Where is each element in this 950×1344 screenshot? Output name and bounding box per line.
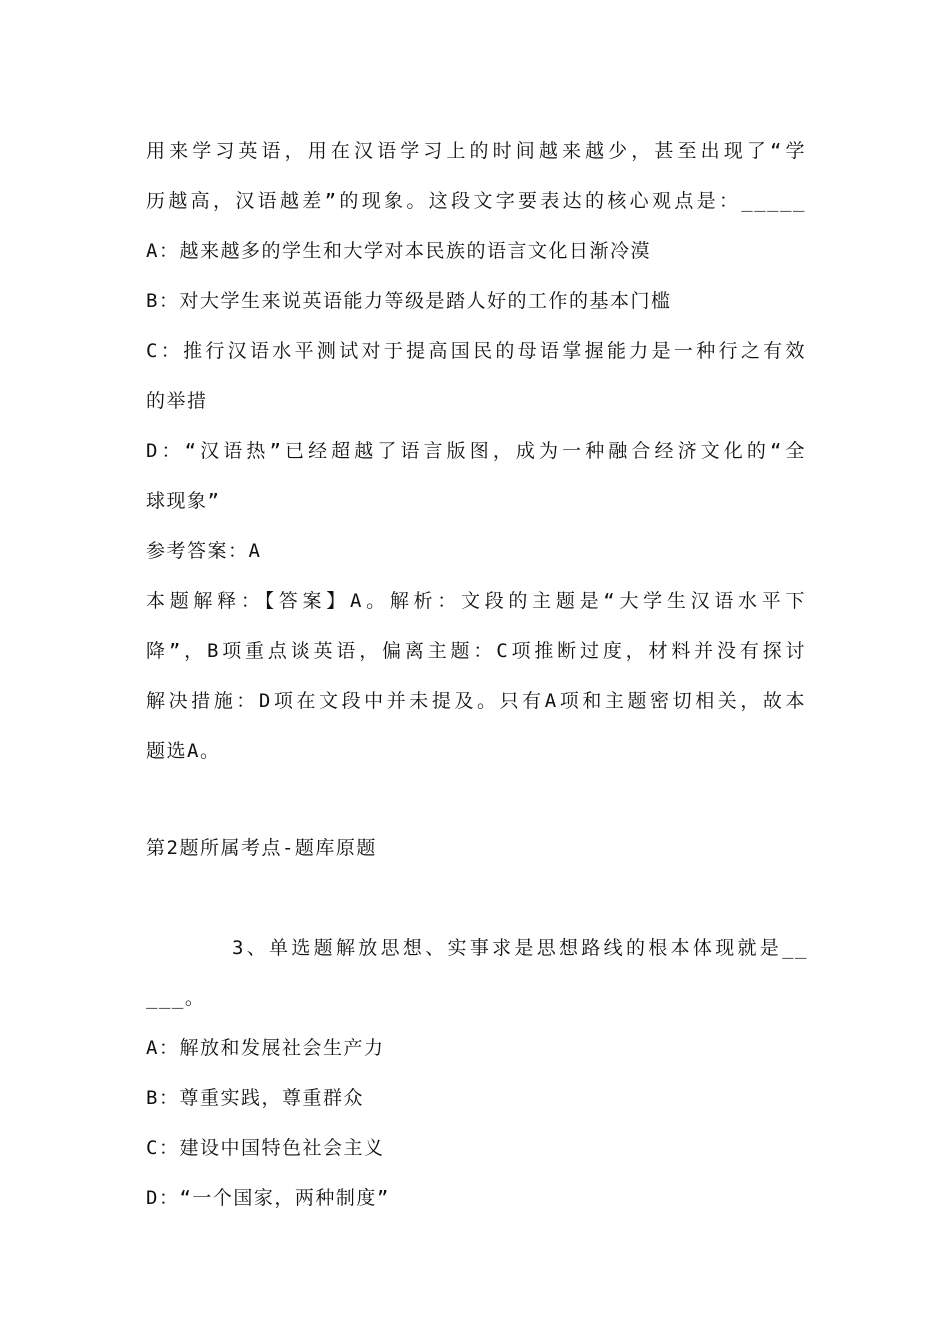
q2-stem-line-1: 用来学习英语，用在汉语学习上的时间越来越少，甚至出现了“学 bbox=[146, 140, 806, 162]
q2-option-d-line-1: D：“汉语热”已经超越了语言版图，成为一种融合经济文化的“全 bbox=[146, 440, 806, 462]
q3-option-b: B：尊重实践，尊重群众 bbox=[146, 1087, 364, 1109]
q2-option-a: A：越来越多的学生和大学对本民族的语言文化日渐冷漠 bbox=[146, 240, 651, 262]
q2-explanation-line-3: 解决措施：D项在文段中并未提及。只有A项和主题密切相关，故本 bbox=[146, 690, 806, 712]
q3-option-d: D：“一个国家，两种制度” bbox=[146, 1187, 390, 1209]
q2-explanation-line-1: 本题解释：【答案】A。解析：文段的主题是“大学生汉语水平下 bbox=[146, 590, 806, 612]
q3-option-c: C：建设中国特色社会主义 bbox=[146, 1137, 385, 1159]
q2-option-c-line-2: 的举措 bbox=[146, 390, 208, 412]
q3-stem-line-2: ___。 bbox=[146, 987, 206, 1009]
q2-stem-line-2: 历越高，汉语越差”的现象。这段文字要表达的核心观点是：_____ bbox=[146, 190, 806, 212]
q2-option-b: B：对大学生来说英语能力等级是踏人好的工作的基本门槛 bbox=[146, 290, 672, 312]
q3-stem-line-1: 3、单选题解放思想、实事求是思想路线的根本体现就是__ bbox=[232, 937, 808, 959]
q2-topic: 第2题所属考点-题库原题 bbox=[146, 837, 377, 859]
q3-option-a: A：解放和发展社会生产力 bbox=[146, 1037, 385, 1059]
q2-explanation-line-4: 题选A。 bbox=[146, 740, 221, 762]
q2-option-d-line-2: 球现象” bbox=[146, 490, 221, 512]
q2-explanation-line-2: 降”，B项重点谈英语，偏离主题：C项推断过度，材料并没有探讨 bbox=[146, 640, 806, 662]
q2-answer: 参考答案：A bbox=[146, 540, 262, 562]
q2-option-c-line-1: C：推行汉语水平测试对于提高国民的母语掌握能力是一种行之有效 bbox=[146, 340, 806, 362]
